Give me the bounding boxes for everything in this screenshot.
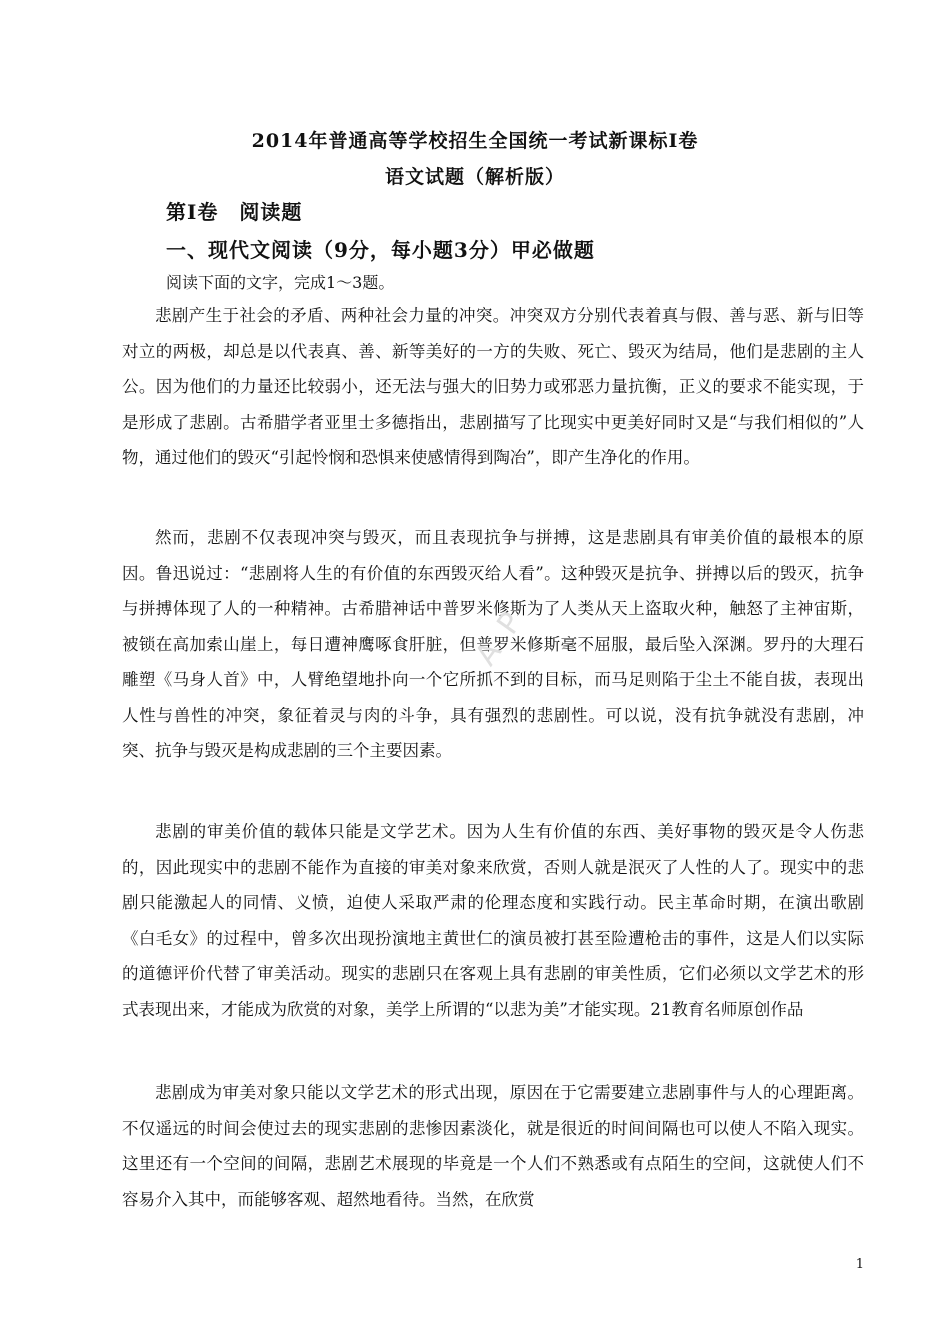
document-title: 2014年普通高等学校招生全国统一考试新课标Ⅰ卷 [251,130,699,152]
paragraph: 悲剧的审美价值的载体只能是文学艺术。因为人生有价值的东西、美好事物的毁灭是令人伤悲的，因此现实中的悲剧不能作为直接的审美对象来欣赏，否则人就是泯灭了人性的人了。现实中的悲剧只能激起人的同情、义愤，迫使人采取严肃的伦理态度和实践行动。民主革命时期，在演出歌剧《白毛女》的过程中，曾多次出现扮演地主黄世仁的演员被打甚至险遭枪击的事件，这是人们以实际的道德评价代替了审美活动。现实的悲剧只在客观上具有悲剧的审美性质，它们必须以文学艺术的形式表现出来，才能成为欣赏的对象，美学上所谓的“以悲为美”才能实现。21教育名师原创作品 [122,822,864,1019]
paragraph: 然而，悲剧不仅表现冲突与毁灭，而且表现抗争与拼搏，这是悲剧具有审美价值的最根本的原因。鲁迅说过：“悲剧将人生的有价值的东西毁灭给人看”。这种毁灭是抗争、拼搏以后的毁灭，抗争与拼搏体现了人的一种精神。古希腊神话中普罗米修斯为了人类从天上盗取火种，触怒了主神宙斯，被锁在高加索山崖上，每日遭神鹰啄食肝脏，但普罗米修斯毫不屈服，最后坠入深渊。罗丹的大理石雕塑《马身人首》中，人臂绝望地扑向一个它所抓不到的目标，而马足则陷于尘土不能自拔，表现出人性与兽性的冲突，象征着灵与肉的斗争，具有强烈的悲剧性。可以说，没有抗争就没有悲剧，冲突、抗争与毁灭是构成悲剧的三个主要因素。 [122,528,864,760]
subsection-heading: 一、现代文阅读（9分，每小题3分）甲必做题 [166,238,595,262]
document-subtitle: 语文试题（解析版） [384,166,565,188]
paragraph: 悲剧成为审美对象只能以文学艺术的形式出现，原因在于它需要建立悲剧事件与人的心理距离。不仅遥远的时间会使过去的现实悲剧的悲惨因素淡化，就是很近的时间间隔也可以使人不陷入现实。这里还有一个空间的间隔，悲剧艺术展现的毕竟是一个人们不熟悉或有点陌生的空间，这就使人们不容易介入其中，而能够客观、超然地看待。当然，在欣赏 [122,1083,864,1209]
paragraph: 悲剧产生于社会的矛盾、两种社会力量的冲突。冲突双方分别代表着真与假、善与恶、新与旧等对立的两极，却总是以代表真、善、新等美好的一方的失败、死亡、毁灭为结局，他们是悲剧的主人公。因为他们的力量还比较弱小，还无法与强大的旧势力或邪恶力量抗衡，正义的要求不能实现，于是形成了悲剧。古希腊学者亚里士多德指出，悲剧描写了比现实中更美好同时又是“与我们相似的”人物，通过他们的毁灭“引起怜悯和恐惧来使感情得到陶冶”，即产生净化的作用。 [122,306,864,467]
watermark: A P [468,602,532,673]
page-number: 1 [855,1257,864,1272]
section-heading: 第Ⅰ卷 阅读题 [166,200,303,224]
reading-instruction: 阅读下面的文字，完成1～3题。 [166,273,395,292]
